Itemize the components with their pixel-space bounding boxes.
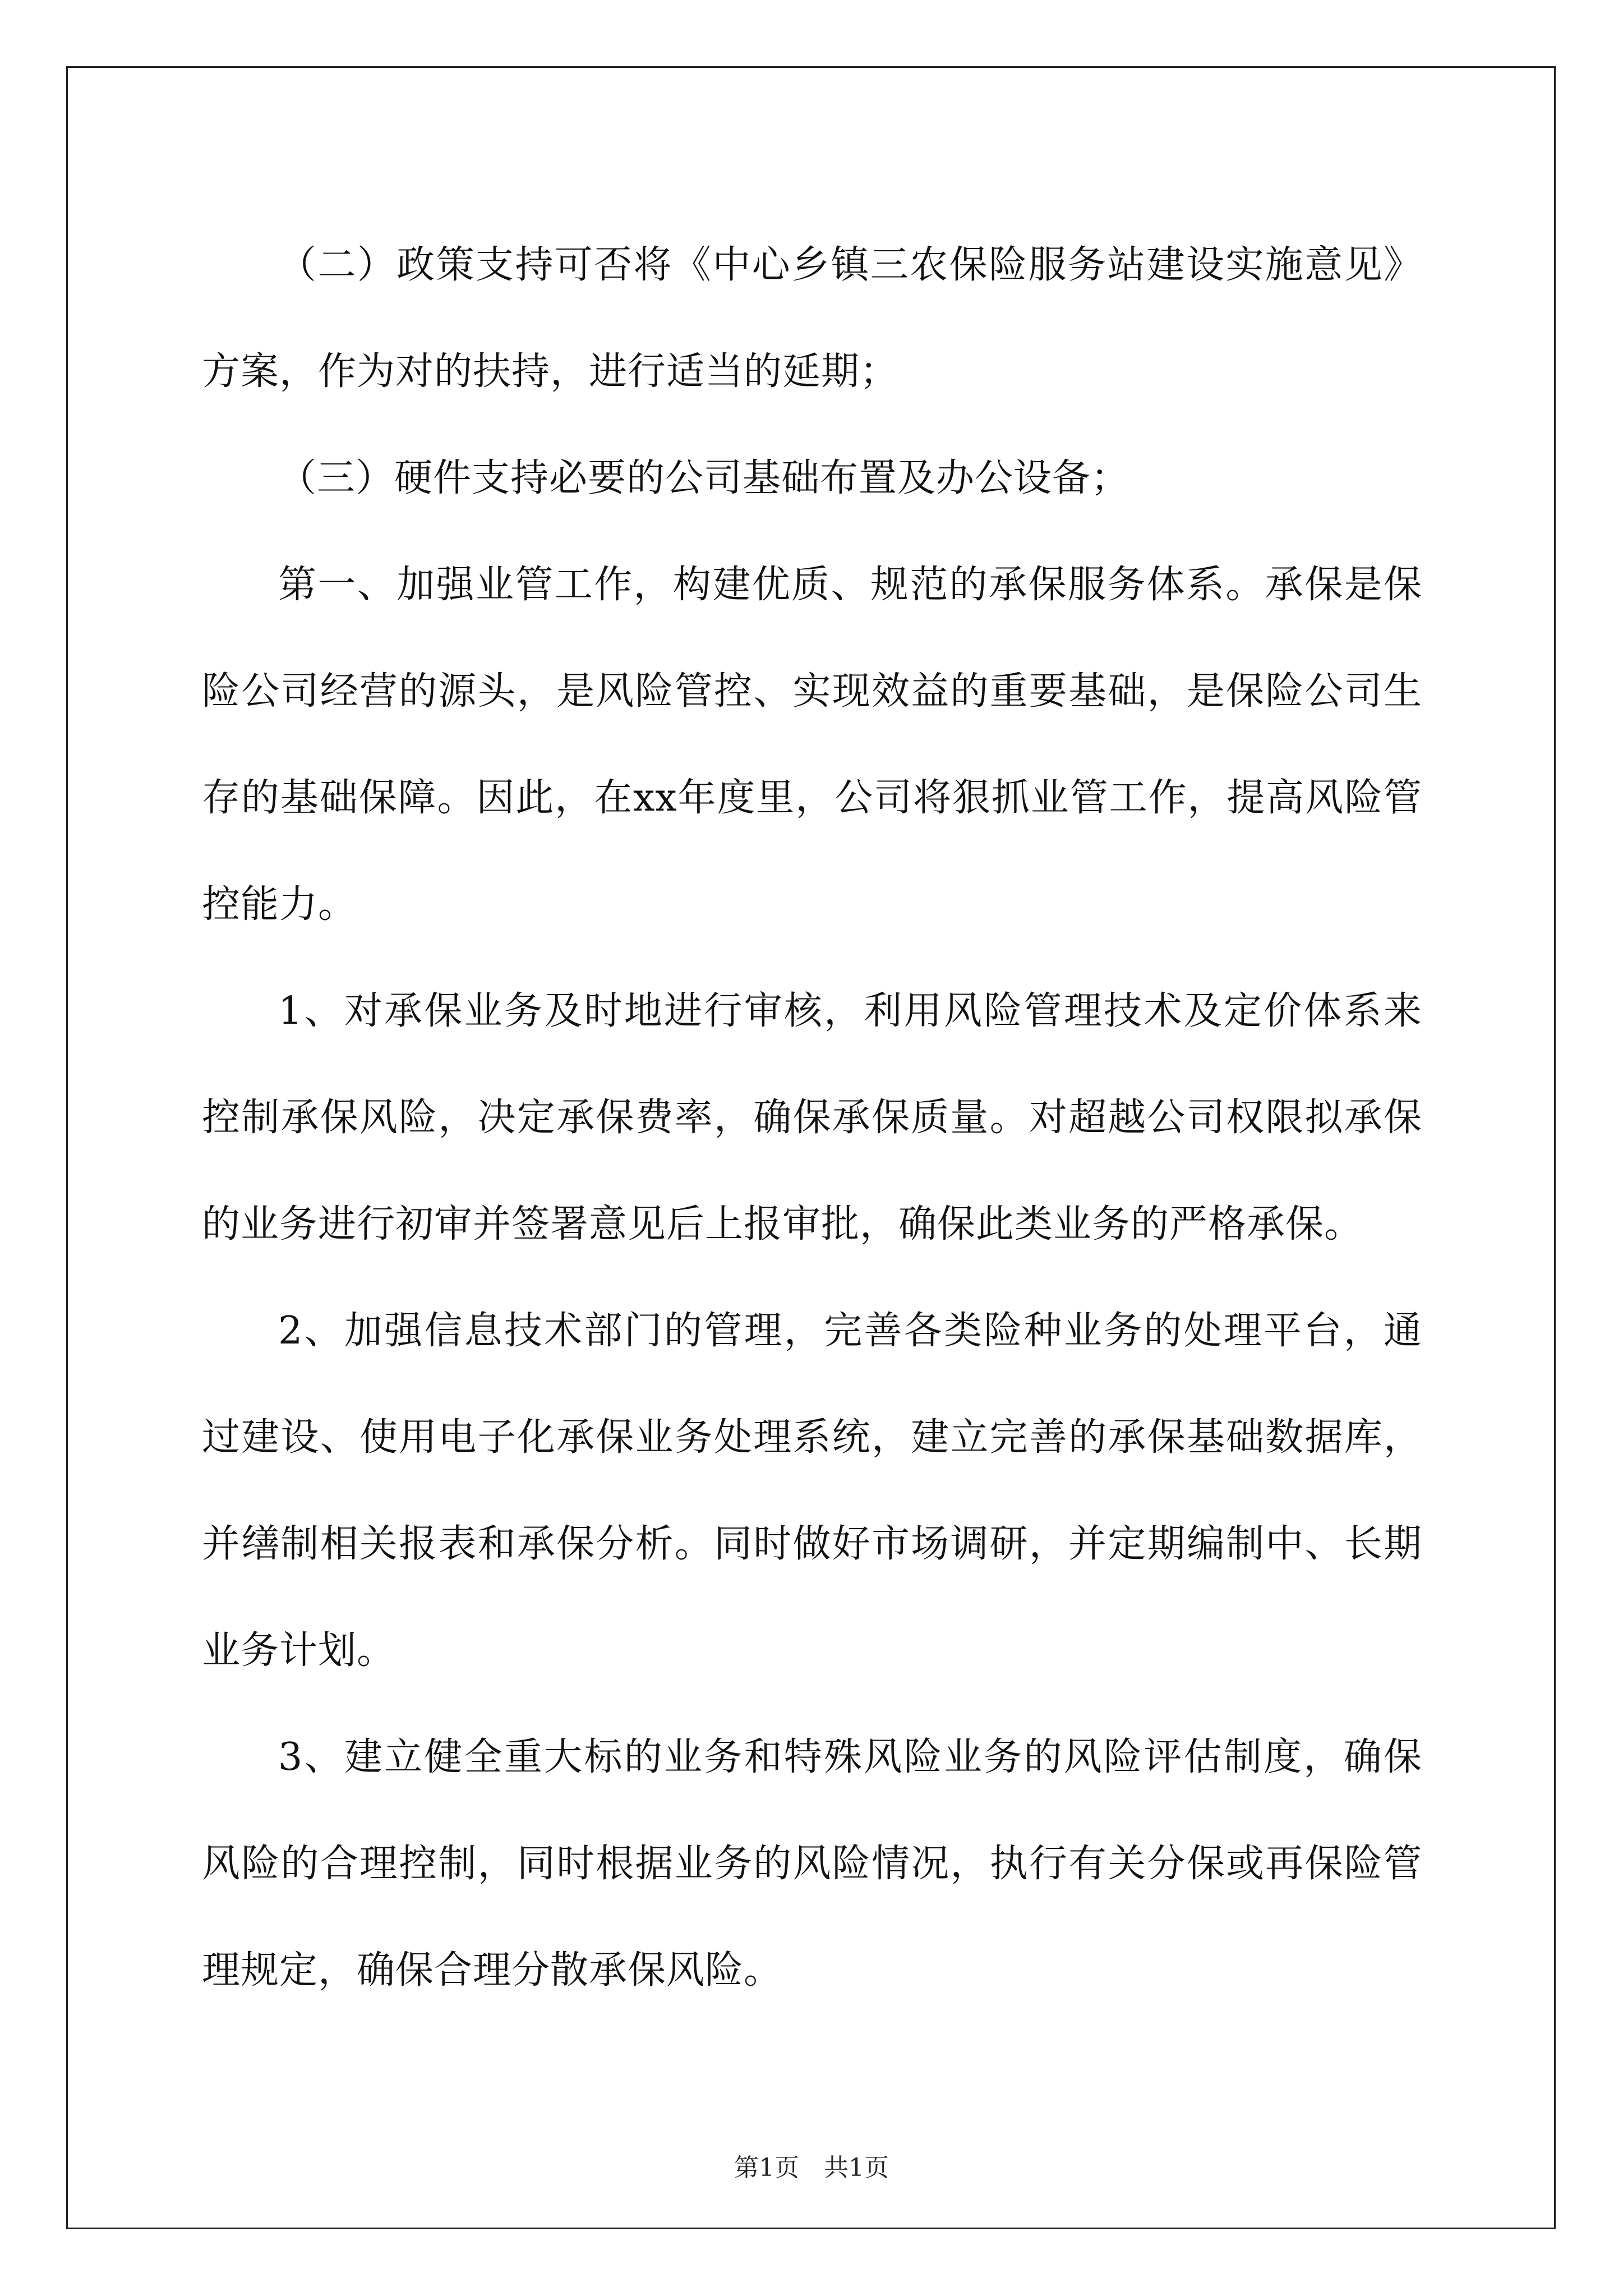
paragraph-hardware-support: （三）硬件支持必要的公司基础布置及办公设备；: [278, 456, 1130, 500]
document-body: [202, 212, 1422, 2024]
paragraph-item-1: 1、对承保业务及时地进行审核，利用风险管理技术及定价体系来控制承保风险，决定承保费率，确保承保质量。对超越公司权限拟承保的业务进行初审并签署意见后上报审批，确保此类业务的严格承保。: [202, 989, 1422, 1246]
paragraph-policy-support: （二）政策支持可否将《中心乡镇三农保险服务站建设实施意见》方案，作为对的扶持，进行适当的延期；: [202, 243, 1422, 394]
paragraph-item-2: 2、加强信息技术部门的管理，完善各类险种业务的处理平台，通过建设、使用电子化承保业务处理系统，建立完善的承保基础数据库，并缮制相关报表和承保分析。同时做好市场调研，并定期编制中、长期业务计划。: [202, 1309, 1422, 1673]
paragraph-item-3: 3、建立健全重大标的业务和特殊风险业务的风险评估制度，确保风险的合理控制，同时根据业务的风险情况，执行有关分保或再保险管理规定，确保合理分散承保风险。: [202, 1735, 1422, 1993]
page-footer: 第1页 共1页: [734, 2154, 889, 2182]
paragraph-first-strengthen-management: 第一、加强业管工作，构建优质、规范的承保服务体系。承保是保险公司经营的源头，是风险管控、实现效益的重要基础，是保险公司生存的基础保障。因此，在xx年度里，公司将狠抓业管工作，提高风险管控能力。: [202, 563, 1422, 927]
